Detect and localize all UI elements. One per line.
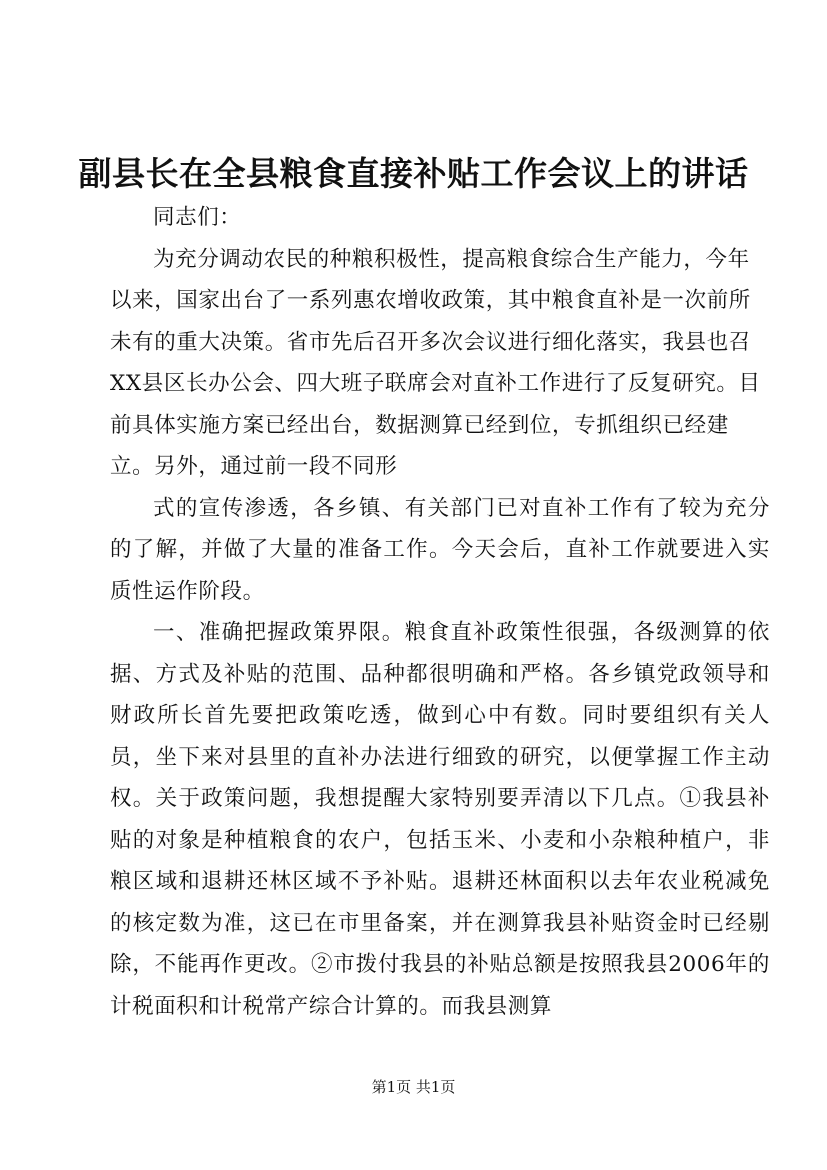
salutation: 同志们： [153,205,242,230]
document-body [110,197,770,1027]
page-footer: 第1页 共1页 [371,1078,456,1096]
document-title: 副县长在全县粮食直接补贴工作会议上的讲话 [78,154,749,193]
paragraph-intro: 为充分调动农民的种粮积极性，提高粮食综合生产能力，今年以来，国家出台了一系列惠农增收政策，其中粮食直补是一次前所未有的重大决策。省市先后召开多次会议进行细化落实，我县也召XX县区长办公会、四大班子联席会对直补工作进行了反复研究。目前具体实施方案已经出台，数据测算已经到位，专抓组织已经建立。另外，通过前一段不同形 [110,246,761,479]
paragraph-continuation: 式的宣传渗透，各乡镇、有关部门已对直补工作有了较为充分的了解，并做了大量的准备工作。今天会后，直补工作就要进入实质性运作阶段。 [110,495,770,604]
paragraph-section-one: 一、准确把握政策界限。粮食直补政策性很强，各级测算的依据、方式及补贴的范围、品种都很明确和严格。各乡镇党政领导和财政所长首先要把政策吃透，做到心中有数。同时要组织有关人员，坐下来对县里的直补办法进行细致的研究，以便掌握工作主动权。关于政策问题，我想提醒大家特别要弄清以下几点。①我县补贴的对象是种植粮食的农户，包括玉米、小麦和小杂粮种植户，非粮区域和退耕还林区域不予补贴。退耕还林面积以去年农业税减免的核定数为准，这已在市里备案，并在测算我县补贴资金时已经剔除，不能再作更改。②市拨付我县的补贴总额是按照我县2006年的计税面积和计税常产综合计算的。而我县测算 [110,620,770,1019]
